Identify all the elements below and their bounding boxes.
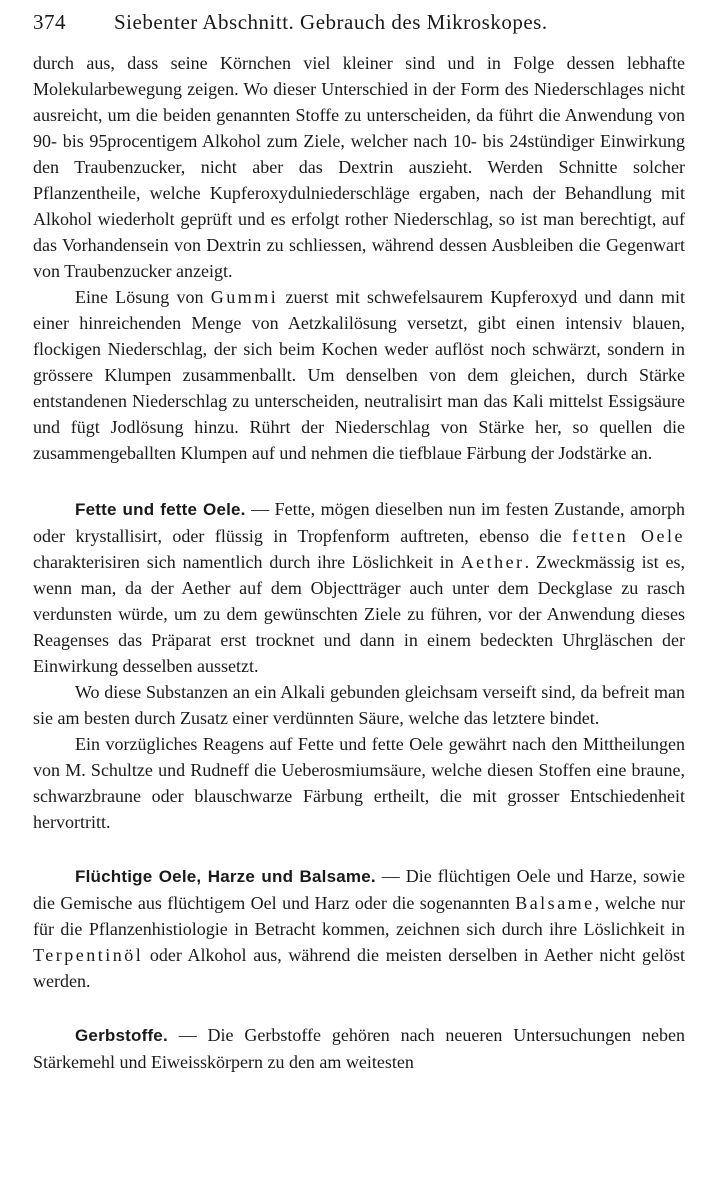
paragraph-text: — Die flüchtigen Oele und Harze, sowie die Gemische aus flüchtigem Oel und Harz oder die sogenannten <box>33 866 685 913</box>
spaced-term: Balsame <box>515 893 595 913</box>
paragraph-text: durch aus, dass seine Körnchen viel kleiner sind und in Folge dessen lebhafte Molekularbewegung zeigen. Wo dieser Unterschied in der Form des Niederschlages nicht ausreicht, um die beiden genannten Stoffe zu unterscheiden, da führt die Anwendung von 90- bis 95procentigem Alkohol zum Ziele, welcher nach 10- bis 24stündiger Einwirkung den Traubenzucker, nicht aber das Dextrin auszieht. Werden Schnitte solcher Pflanzentheile, welche Kupferoxydulniederschläge ergaben, nach der Behandlung mit Alkohol wiederholt geprüft und es erfolgt rother Niederschlag, so ist man berechtigt, auf das Vorhandensein von Dextrin zu schliessen, während dessen Ausbleiben die Gegenwart von Traubenzucker anzeigt. <box>33 53 685 281</box>
paragraph-alkali <box>33 679 685 731</box>
paragraph-text: , welche nur für die Pflanzenhistiologie in Betracht kommen, zeichnen sich durch ihre Löslichkeit in <box>33 893 686 939</box>
paragraph-gummi <box>33 284 685 466</box>
paragraph-text: Ein vorzügliches Reagens auf Fette und fette Oele gewährt nach den Mittheilungen von M. Schultze und Rudneff die Ueberosmiumsäure, welche diesen Stoffen eine braune, schwarzbraune oder blauschwarze Färbung ertheilt, die mit grosser Entschiedenheit hervortritt. <box>33 734 685 832</box>
page-header <box>33 10 673 42</box>
paragraph-fette <box>33 496 685 679</box>
paragraph-text: Eine Lösung von <box>75 287 211 307</box>
paragraph-text: Wo diese Substanzen an ein Alkali gebunden gleichsam verseift sind, da befreit man sie am besten durch Zusatz einer verdünnten Säure, welche das letztere bindet. <box>33 682 685 728</box>
body-text <box>33 50 685 1075</box>
section-heading-fette: Fette und fette Oele. <box>75 500 246 519</box>
paragraph-reagens <box>33 731 685 835</box>
paragraph-oele <box>33 863 685 994</box>
section-heading-gerbstoffe: Gerbstoffe. <box>75 1026 168 1045</box>
paragraph-text: — Die Gerbstoffe gehören nach neueren Untersuchungen neben Stärkemehl und Eiweisskörpern zu den am weitesten <box>33 1025 685 1072</box>
paragraph-dextrin <box>33 50 685 284</box>
paragraph-text: — Fette, mögen dieselben nun im festen Zustande, amorph oder krystallisirt, oder flüssig in Tropfenform auftreten, ebenso die <box>33 499 685 546</box>
paragraph-gerbstoffe <box>33 1022 685 1075</box>
paragraph-text: . Zweckmässig ist es, wenn man, da der Aether auf dem Objectträger auch unter dem Deckglase zu rasch verdunsten würde, um zu dem gewünschten Ziele zu führen, vor der Anwendung dieses Reagenses das Präparat erst trocknet und dann in einem bedeckten Uhrgläschen der Einwirkung desselben aussetzt. <box>33 552 685 676</box>
paragraph-text: charakterisiren sich namentlich durch ihre Löslichkeit in <box>33 552 461 572</box>
spaced-term: fetten Oele <box>572 526 686 546</box>
spaced-term: Aether <box>460 552 525 572</box>
running-head: Siebenter Abschnitt. Gebrauch des Mikroskopes. <box>114 10 548 34</box>
spaced-term: Gummi <box>210 287 279 307</box>
page-number: 374 <box>33 10 66 34</box>
section-heading-oele: Flüchtige Oele, Harze und Balsame. <box>75 867 376 886</box>
spaced-term: Terpentinöl <box>33 945 144 965</box>
paragraph-text: zuerst mit schwefelsaurem Kupferoxyd und dann mit einer hinreichenden Menge von Aetzkalilösung versetzt, gibt einen intensiv blauen, flockigen Niederschlag, der sich beim Kochen weder auflöst noch schwärzt, sondern in grössere Klumpen zusammenballt. Um denselben von dem gleichen, durch Stärke entstandenen Niederschlag zu unterscheiden, neutralisirt man das Kali mittelst Essigsäure und fügt Jodlösung hinzu. Rührt der Niederschlag von Stärke her, so quellen die zusammengeballten Klumpen auf und nehmen die tiefblaue Färbung der Jodstärke an. <box>33 287 685 463</box>
paragraph-text: oder Alkohol aus, während die meisten derselben in Aether nicht gelöst werden. <box>33 945 685 991</box>
